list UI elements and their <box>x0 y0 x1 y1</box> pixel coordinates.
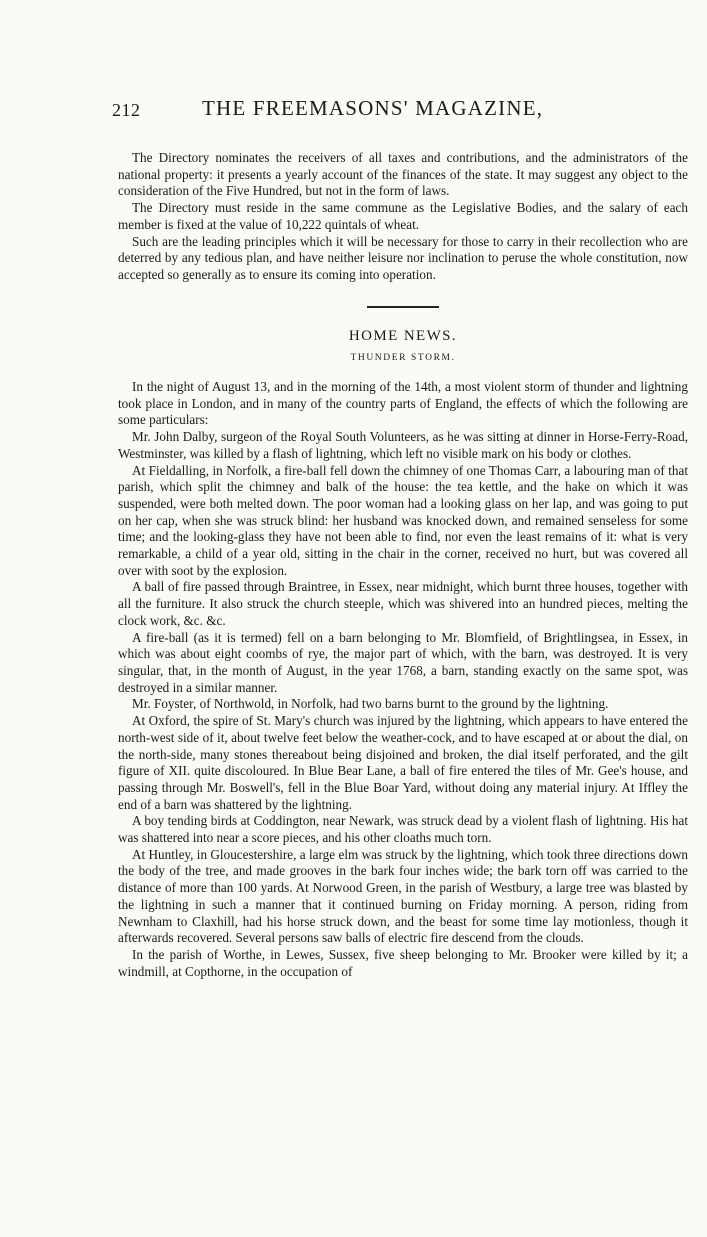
page-number: 212 <box>112 100 141 120</box>
intro-paragraph: Such are the leading principles which it will be necessary for those to carry in their recollection who are deterred by any tedious plan, and have neither leisure nor inclination to peruse the whole constitution, now accepted so generally as to ensure its coming into operation. <box>118 233 688 282</box>
text-column <box>118 150 688 980</box>
news-paragraph: A fire-ball (as it is termed) fell on a barn belonging to Mr. Blomfield, of Brightlingsea, in Essex, in which was about eight coombs of rye, the major part of which, with the barn, was destroyed. It is very singular, that, in the month of August, in the year 1768, a barn, standing exactly on the same spot, was destroyed in a similar manner. <box>118 629 688 695</box>
news-paragraph: Mr. Foyster, of Northwold, in Norfolk, had two barns burnt to the ground by the lightning. <box>132 696 609 712</box>
intro-paragraph: The Directory must reside in the same commune as the Legislative Bodies, and the salary of each member is fixed at the value of 10,222 quintals of wheat. <box>118 200 688 232</box>
section-heading: HOME NEWS. <box>348 327 458 344</box>
news-paragraph: A ball of fire passed through Braintree, in Essex, near midnight, which burnt three houses, together with all the furniture. It also struck the church steeple, which was shivered into an hundred pieces, melting the clock work, &c. &c. <box>118 579 688 628</box>
news-paragraph: At Fieldalling, in Norfolk, a fire-ball fell down the chimney of one Thomas Carr, a labouring man of that parish, which split the chimney and balk of the house: the tea kettle, and the hake on which it was suspended, were both melted down. The poor woman had a looking glass on her lap, and was going to put on her cap, when she was struck blind: her husband was knocked down, and remained senseless for some time; and the looking-glass they have not been able to find, nor even the least remains of it: what is very remarkable, a child of a year old, sitting in the chair in the corner, received no hurt, but was covered all over with soot by the explosion. <box>118 462 688 578</box>
section-divider <box>367 306 439 308</box>
news-paragraph: A boy tending birds at Coddington, near Newark, was struck dead by a violent flash of lightning. His hat was shattered into near a score pieces, and his other cloaths much torn. <box>118 813 688 846</box>
intro-paragraph: The Directory nominates the receivers of all taxes and contributions, and the administrators of the national property: it presents a yearly account of the finances of the state. It may suggest any object to the consideration of the Five Hundred, but not in the form of laws. <box>118 150 688 199</box>
news-paragraph: At Huntley, in Gloucestershire, a large elm was struck by the lightning, which took three directions down the body of the tree, and made grooves in the bark four inches wide; the bark torn off was carried to the distance of more than 100 yards. At Norwood Green, in the parish of Westbury, a large tree was blasted by the lightning in such a manner that it continued burning on Friday morning. A person, riding from Newnham to Claxhill, had his horse struck down, and the beast for some time lay motionless, though it afterwards recovered. Several persons saw balls of electric fire descend from the clouds. <box>118 846 688 946</box>
news-paragraph: At Oxford, the spire of St. Mary's church was injured by the lightning, which appears to have entered the north-west side of it, about twelve feet below the weather-cock, and to have escaped at or about the dial, on the north-side, many stones thereabout being disjoined and broken, the dial itself perforated, and the gilt figure of XII. quite discoloured. In Blue Bear Lane, a ball of fire entered the tiles of Mr. Gee's house, and passing through Mr. Boswell's, fell in the Blue Boar Yard, without doing any material injury. At Iffley the end of a barn was shattered by the lightning. <box>118 713 688 812</box>
news-paragraph: Mr. John Dalby, surgeon of the Royal South Volunteers, as he was sitting at dinner in Horse-Ferry-Road, Westminster, was killed by a flash of lightning, which left no visible mark on his body or clothes. <box>118 429 688 461</box>
news-paragraph: In the parish of Worthe, in Lewes, Sussex, five sheep belonging to Mr. Brooker were killed by it; a windmill, at Copthorne, in the occupation of <box>118 946 688 979</box>
news-paragraph: In the night of August 13, and in the morning of the 14th, a most violent storm of thunder and lightning took place in London, and in many of the country parts of England, the effects of which the following are some particulars: <box>118 379 688 428</box>
running-head <box>112 96 692 128</box>
section-subheading: THUNDER STORM. <box>350 353 456 364</box>
magazine-title: THE FREEMASONS' MAGAZINE, <box>202 96 544 120</box>
